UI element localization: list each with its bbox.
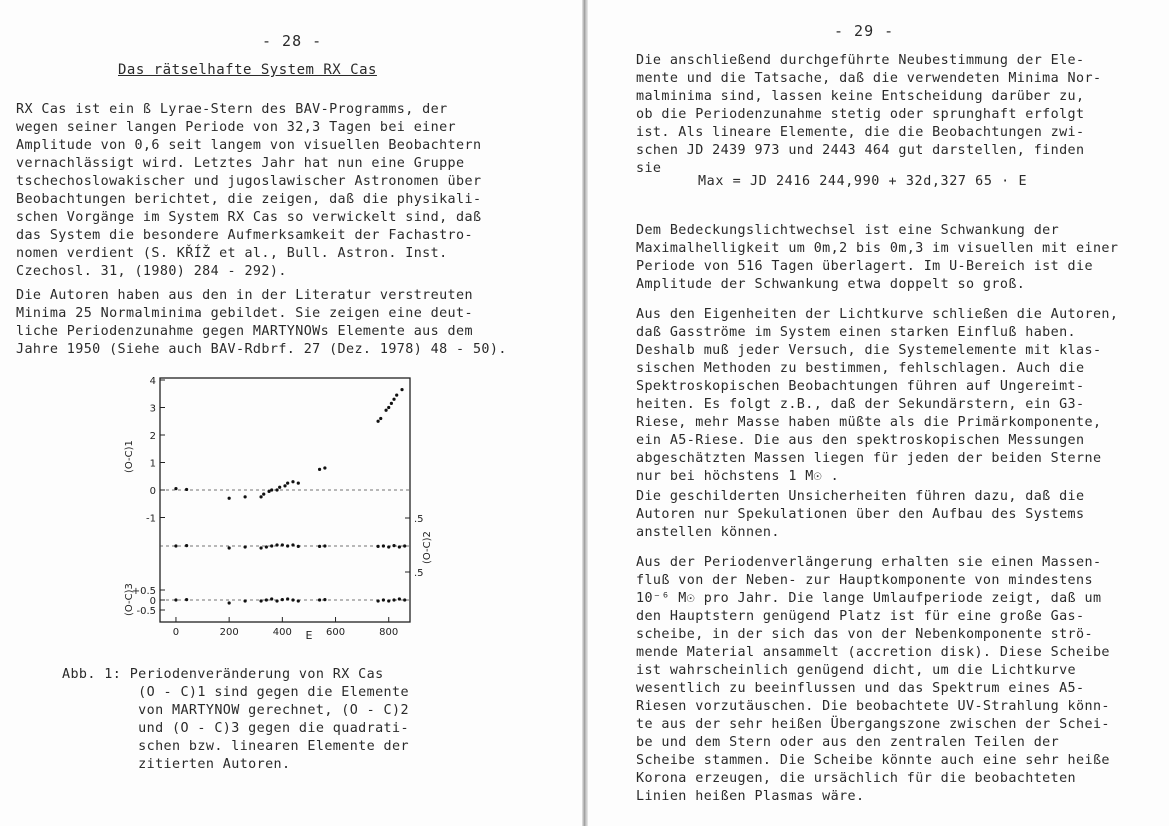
data-point [275,543,278,546]
data-point [174,598,177,601]
text-line: Maximalhelligkeit um 0m,2 bis 0m,3 im visuellen mit einer [636,241,1119,256]
data-point [376,545,379,548]
text-line: ob die Periodenzunahme stetig oder sprunghaft erfolgt [636,107,1085,122]
text-line: wesentlich zu beeinflussen und das Spektrum eines A5- [636,681,1085,696]
x-tick-label: 0 [172,627,180,638]
data-point [228,601,231,604]
right-paragraph-5 [636,554,1110,806]
x-tick-label: 200 [219,627,239,638]
x-tick-label: 800 [379,627,399,638]
data-point [262,493,265,496]
data-point [318,598,321,601]
data-point [297,599,300,602]
data-point [283,484,286,487]
article-title: Das rätselhafte System RX Cas [118,62,377,78]
y-tick-label: .5 [414,514,424,525]
y-tick-label: 4 [149,376,156,387]
data-point [259,546,262,549]
text-line: liche Periodenzunahme gegen MARTYNOWs Elemente aus dem [16,324,473,339]
data-point [291,480,294,483]
data-point [270,597,273,600]
text-line: nomen verdient (S. KŘÍŽ et al., Bull. Astron. Inst. [16,246,448,261]
text-line: Amplitude von 0,6 seit langem von visuellen Beobachtern [16,138,482,153]
text-line: wegen seiner langen Periode von 32,3 Tagen bei einer [16,120,457,135]
y-tick-label: +0.5 [131,586,156,597]
data-point [185,544,188,547]
text-line: mente und die Tatsache, daß die verwendeten Minima Nor- [636,71,1102,86]
data-point [387,406,390,409]
y-tick-label: 1 [149,458,156,470]
data-point [382,598,385,601]
data-point [392,598,395,601]
caption-line: zitierten Autoren. [62,757,291,772]
text-line: Aus der Periodenverlängerung erhalten sie einen Massen- [636,555,1102,570]
data-point [286,544,289,547]
caption-line: schen bzw. linearen Elemente der [62,739,409,754]
left-paragraph-1 [16,101,481,281]
data-point [228,497,231,500]
data-point [376,420,379,423]
y-tick-label: 0 [149,486,156,497]
text-line: RX Cas ist ein ß Lyrae-Stern des BAV-Programms, der [16,102,448,117]
data-point [286,597,289,600]
data-point [395,394,398,397]
data-point [297,545,300,548]
text-line: Die Autoren haben aus den in der Literatur verstreuten [16,288,473,303]
right-paragraph-3 [636,306,1118,486]
data-point [259,495,262,498]
data-point [318,468,321,471]
data-point [387,545,390,548]
data-point [270,544,273,547]
left-paragraph-2 [16,287,507,359]
data-point [392,544,395,547]
y-tick-label: .5 [414,568,424,579]
data-point [265,598,268,601]
data-point [244,599,247,602]
y-tick-label: -1 [146,513,156,525]
data-point [174,487,177,490]
text-line: ist wahrscheinlich genügend dicht, um die Lichtkurve [636,663,1077,678]
data-point [185,598,188,601]
caption-line: und (O - C)3 gegen die quadrati- [62,721,409,736]
data-point [398,597,401,600]
y-axis-label-3: (O-C)3 [124,583,135,616]
data-point [400,388,403,391]
text-line: Deshalb muß jeder Versuch, die Systemelemente mit klas- [636,343,1102,358]
text-line: fluß von der Neben- zur Hauptkomponente von mindestens [636,573,1093,588]
data-point [185,488,188,491]
text-line: Riese, mehr Masse haben müßte als die Primärkomponente, [636,415,1102,430]
text-line: Spektroskopischen Beobachtungen führen auf Ungereimt- [636,379,1085,394]
text-line: Amplitude der Schwankung etwa doppelt so groß. [636,277,1026,292]
right-paragraph-2 [636,222,1118,294]
data-point [318,545,321,548]
text-line: be und dem Stern oder aus den zentralen Teilen der [636,735,1060,750]
data-point [275,488,278,491]
page-number-right: - 29 - [834,22,895,40]
text-line: sie [636,161,662,176]
right-paragraph-1 [636,52,1101,178]
data-point [228,546,231,549]
data-point [387,599,390,602]
x-tick-label: 400 [272,627,292,638]
text-line: ein A5-Riese. Die aus den spektroskopischen Messungen [636,433,1085,448]
data-point [265,545,268,548]
text-line: nur bei höchstens 1 M☉ . [636,469,840,484]
x-tick-label: 600 [325,627,346,638]
data-point [297,482,300,485]
text-line: Czechosl. 31, (1980) 284 - 292). [16,264,287,279]
data-point [390,402,393,405]
data-point [323,598,326,601]
text-line: Jahre 1950 (Siehe auch BAV-Rdbrf. 27 (Dez. 1978) 48 - 50). [16,342,507,357]
text-line: Dem Bedeckungslichtwechsel ist eine Schwankung der [636,223,1060,238]
text-line: das System die besondere Aufmerksamkeit der Fachastro- [16,228,473,243]
y-tick-label: 0 [149,596,156,607]
text-line: mende Material ansammelt (accretion disk). Diese Scheibe [636,645,1110,660]
data-point [382,544,385,547]
elements-formula: Max = JD 2416 244,990 + 32d,327 65 · E [698,174,1028,189]
data-point [323,544,326,547]
data-point [376,599,379,602]
text-line: Beobachtungen berichtet, die zeigen, daß die physikali- [16,192,482,207]
y-tick-label: 3 [149,403,156,415]
data-point [392,398,395,401]
oc-diagram [118,368,448,640]
data-point [270,488,273,491]
data-point [291,598,294,601]
data-point [278,486,281,489]
text-line: te aus der sehr heißen Übergangszone zwischen der Schei- [636,717,1110,732]
data-point [259,599,262,602]
text-line: Riesen vorzutäuschen. Die beobachtete UV-Strahlung könn- [636,699,1110,714]
text-line: Linien heißen Plasmas wäre. [636,789,865,804]
data-point [244,545,247,548]
text-line: Scheibe stammen. Die Scheibe könnte auch eine sehr heiße [636,753,1110,768]
text-line: schen Vorgänge im System RX Cas so verwickelt sind, daß [16,210,482,225]
right-paragraph-4 [636,488,1084,542]
text-line: Periode von 516 Tagen überlagert. Im U-Bereich ist die [636,259,1093,274]
y-tick-label: -0.5 [136,606,156,617]
text-line: 10⁻⁶ M☉ pro Jahr. Die lange Umlaufperiode zeigt, daß um [636,591,1102,606]
text-line: anstellen können. [636,525,780,540]
caption-line: von MARTYNOW gerechnet, (O - C)2 [62,703,409,718]
data-point [291,543,294,546]
text-line: sischen Methoden zu bestimmen, fehlschlagen. Auch die [636,361,1085,376]
left-page [0,0,584,826]
text-line: vernachlässigt wird. Letztes Jahr hat nun eine Gruppe [16,156,465,171]
data-point [398,545,401,548]
y-axis-label-2: (O-C)2 [422,531,433,564]
data-point [281,598,284,601]
text-line: malminima sind, lassen keine Entscheidung darüber zu, [636,89,1085,104]
text-line: ist. Als lineare Elemente, die die Beobachtungen zwi- [636,125,1085,140]
text-line: Korona erzeugen, die ursächlich für die beobachteten [636,771,1077,786]
text-line: scheibe, in der sich das von der Nebenkomponente strö- [636,627,1093,642]
data-point [286,482,289,485]
data-point [174,544,177,547]
plot-frame [160,378,410,622]
text-line: den Hauptstern genügend Platz ist für eine große Gas- [636,609,1085,624]
text-line: Autoren nur Spekulationen über den Aufbau des Systems [636,507,1085,522]
right-page [588,0,1169,826]
y-tick-label: 2 [149,431,156,442]
data-point [323,466,326,469]
data-point [244,495,247,498]
x-axis-label: E [305,629,313,640]
text-line: daß Gasströme im System einen starken Einfluß haben. [636,325,1077,340]
data-point [403,544,406,547]
text-line: Minima 25 Normalminima gebildet. Sie zeigen eine deut- [16,306,473,321]
text-line: schen JD 2439 973 und 2443 464 gut darstellen, finden [636,143,1085,158]
text-line: tschechoslowakischer und jugoslawischer Astronomen über [16,174,482,189]
y-axis-label-1: (O-C)1 [124,440,135,473]
data-point [384,409,387,412]
data-point [403,598,406,601]
data-point [275,599,278,602]
text-line: Die geschilderten Unsicherheiten führen dazu, daß die [636,489,1085,504]
text-line: heiten. Es folgt z.B., daß der Sekundärstern, ein G3- [636,397,1085,412]
data-point [379,417,382,420]
text-line: abgeschätzten Massen liegen für jeden der beiden Sterne [636,451,1102,466]
text-line: Aus den Eigenheiten der Lichtkurve schließen die Autoren, [636,307,1119,322]
caption-line: (O - C)1 sind gegen die Elemente [62,685,409,700]
caption-line: Abb. 1: Periodenveränderung von RX Cas [62,667,384,682]
data-point [281,543,284,546]
text-line: Die anschließend durchgeführte Neubestimmung der Ele- [636,53,1085,68]
figure-caption [62,666,409,774]
page-number-left: - 28 - [262,32,323,50]
